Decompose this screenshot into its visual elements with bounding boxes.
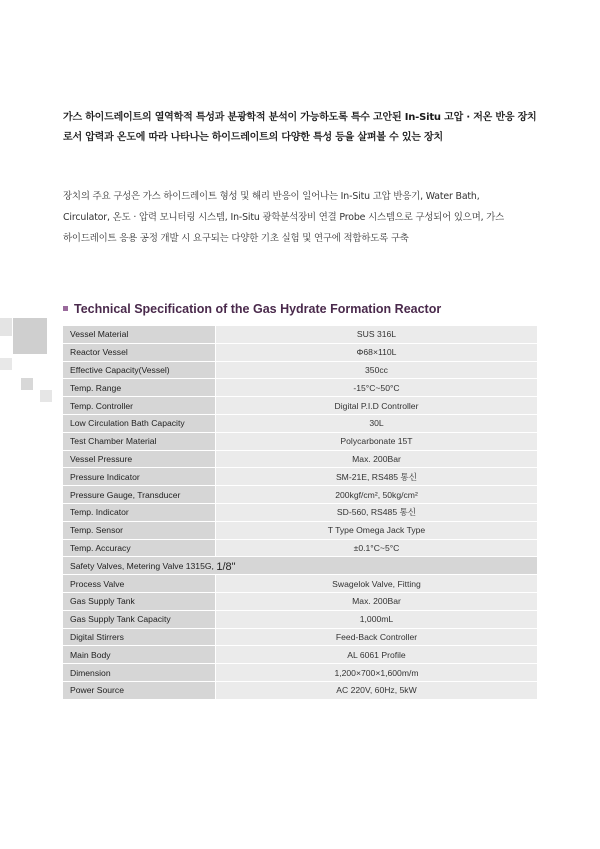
spec-value: Swagelok Valve, Fitting xyxy=(216,575,538,593)
spec-fraction: 1/8" xyxy=(216,560,236,573)
spec-label: Vessel Material xyxy=(63,326,216,343)
table-row xyxy=(63,539,537,557)
description-line: 장치의 주요 구성은 가스 하이드레이트 형성 및 해리 반응이 일어나는 In-Situ 고압 반응기, Water Bath, xyxy=(63,191,480,202)
safety-valves-cell xyxy=(63,557,537,575)
spec-label: Temp. Range xyxy=(63,379,216,397)
table-row xyxy=(63,646,537,664)
spec-label: Gas Supply Tank Capacity xyxy=(63,610,216,628)
spec-label: Digital Stirrers xyxy=(63,628,216,646)
spec-value: 30L xyxy=(216,414,538,432)
spec-label: Gas Supply Tank xyxy=(63,592,216,610)
spec-value: Digital P.I.D Controller xyxy=(216,397,538,415)
spec-value: Max. 200Bar xyxy=(216,592,538,610)
description-line: Circulator, 온도 · 압력 모니터링 시스템, In-Situ 광학분석장비 연결 Probe 시스템으로 구성되어 있으며, 가스 xyxy=(63,212,505,223)
table-row xyxy=(63,414,537,432)
table-row xyxy=(63,681,537,699)
table-row xyxy=(63,575,537,593)
spec-value: 1,200×700×1,600m/m xyxy=(216,664,538,682)
table-row xyxy=(63,628,537,646)
table-row xyxy=(63,486,537,504)
spec-label: Vessel Pressure xyxy=(63,450,216,468)
spec-label: Low Circulation Bath Capacity xyxy=(63,414,216,432)
spec-value: SUS 316L xyxy=(216,326,538,343)
table-row xyxy=(63,343,537,361)
spec-label: Safety Valves, Metering Valve 1315G, xyxy=(70,560,214,571)
spec-value: Feed-Back Controller xyxy=(216,628,538,646)
square-bullet-icon xyxy=(63,306,68,311)
description-line: 하이드레이트 응용 공정 개발 시 요구되는 다양한 기초 실험 및 연구에 적합하도록 구축 xyxy=(63,233,409,244)
table-row xyxy=(63,468,537,486)
table-row xyxy=(63,592,537,610)
table-row xyxy=(63,432,537,450)
spec-value: 1,000mL xyxy=(216,610,538,628)
section-title-text: Technical Specification of the Gas Hydrate Formation Reactor xyxy=(74,302,442,316)
spec-value: SD-560, RS485 통신 xyxy=(216,503,538,521)
table-row xyxy=(63,664,537,682)
spec-value: 350cc xyxy=(216,361,538,379)
spec-value: Polycarbonate 15T xyxy=(216,432,538,450)
spec-value: SM-21E, RS485 통신 xyxy=(216,468,538,486)
spec-label: Test Chamber Material xyxy=(63,432,216,450)
spec-value: -15°C~50°C xyxy=(216,379,538,397)
table-row xyxy=(63,503,537,521)
table-row xyxy=(63,450,537,468)
spec-label: Effective Capacity(Vessel) xyxy=(63,361,216,379)
spec-label: Dimension xyxy=(63,664,216,682)
table-row xyxy=(63,361,537,379)
table-row xyxy=(63,379,537,397)
spec-value: Φ68×110L xyxy=(216,343,538,361)
spec-label: Main Body xyxy=(63,646,216,664)
table-row xyxy=(63,521,537,539)
spec-label: Temp. Accuracy xyxy=(63,539,216,557)
intro-paragraph xyxy=(63,108,543,148)
intro-line: 가스 하이드레이트의 열역학적 특성과 분광학적 분석이 가능하도록 특수 고안된 In-Situ 고압 · 저온 반응 장치 xyxy=(63,112,537,123)
spec-label: Pressure Gauge, Transducer xyxy=(63,486,216,504)
spec-value: 200kgf/cm², 50kg/cm² xyxy=(216,486,538,504)
table-row xyxy=(63,557,537,575)
table-row xyxy=(63,397,537,415)
table-row xyxy=(63,610,537,628)
spec-label: Power Source xyxy=(63,681,216,699)
table-row xyxy=(63,326,537,343)
spec-value: Max. 200Bar xyxy=(216,450,538,468)
spec-label: Process Valve xyxy=(63,575,216,593)
spec-label: Temp. Sensor xyxy=(63,521,216,539)
spec-label: Temp. Indicator xyxy=(63,503,216,521)
spec-value: T Type Omega Jack Type xyxy=(216,521,538,539)
spec-label: Pressure Indicator xyxy=(63,468,216,486)
spec-value: AC 220V, 60Hz, 5kW xyxy=(216,681,538,699)
spec-value: AL 6061 Profile xyxy=(216,646,538,664)
description-paragraph xyxy=(63,186,548,249)
spec-table xyxy=(63,326,537,700)
section-title xyxy=(63,302,441,316)
intro-line: 로서 압력과 온도에 따라 나타나는 하이드레이트의 다양한 특성 등을 살펴볼 수 있는 장치 xyxy=(63,132,443,143)
spec-value: ±0.1°C~5°C xyxy=(216,539,538,557)
spec-label: Temp. Controller xyxy=(63,397,216,415)
spec-label: Reactor Vessel xyxy=(63,343,216,361)
